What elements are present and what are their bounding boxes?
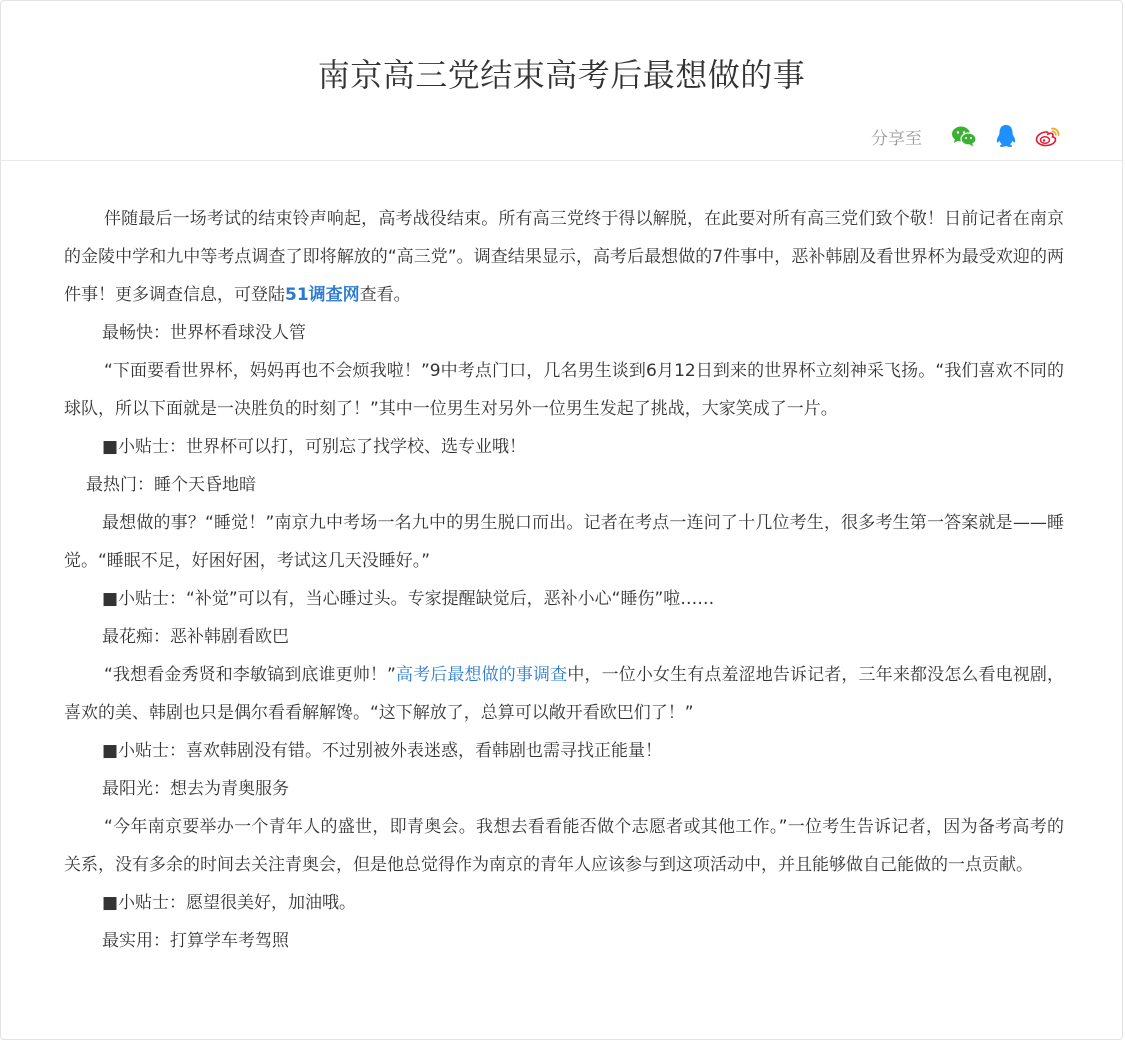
survey-link[interactable]: 高考后最想做的事调查	[395, 665, 568, 685]
article-title: 南京高三党结束高考后最想做的事	[317, 56, 806, 94]
paragraph-text: 中，一位小女生有点羞涩地告诉记者，三年来都没怎么看电视剧，喜欢的美、韩剧也只是偶尔看看解解馋。“这下解放了，总算可以敞开看欧巴们了！”	[64, 665, 1064, 723]
tip: ■小贴士：世界杯可以打，可别忘了找学校、选专业哦！	[102, 437, 527, 457]
section-heading: 最花痴：恶补韩剧看欧巴	[102, 627, 289, 647]
survey-site-link[interactable]: 51调查网	[285, 285, 360, 305]
paragraph: 最想做的事？“睡觉！”南京九中考场一名九中的男生脱口而出。记者在考点一连问了十几位考生，很多考生第一答案就是——睡觉。“睡眠不足，好困好困，考试这几天没睡好。”	[64, 513, 1064, 571]
share-label: 分享至	[871, 128, 922, 149]
section-heading: 最畅快：世界杯看球没人管	[102, 323, 306, 343]
article-body	[64, 200, 1064, 960]
weibo-icon[interactable]	[1034, 122, 1062, 150]
section-heading: 最实用：打算学车考驾照	[102, 931, 289, 951]
paragraph: “下面要看世界杯，妈妈再也不会烦我啦！”9中考点门口，几名男生谈到6月12日到来的世界杯立刻神采飞扬。“我们喜欢不同的球队，所以下面就是一决胜负的时刻了！”其中一位男生对另外一位男生发起了挑战，大家笑成了一片。	[64, 361, 1064, 419]
tip: ■小贴士：“补觉”可以有，当心睡过头。专家提醒缺觉后，恶补小心“睡伤”啦……	[102, 589, 715, 609]
paragraph	[64, 200, 1064, 314]
article-header	[1, 1, 1122, 161]
paragraph-text: 查看。	[359, 285, 411, 305]
paragraph	[64, 656, 1064, 732]
paragraph-text: 伴随最后一场考试的结束铃声响起，高考战役结束。所有高三党终于得以解脱，在此要对所有高三党们致个敬！日前记者在南京的金陵中学和九中等考点调查了即将解放的“高三党”。调查结果显示，高考后最想做的7件事中，恶补韩剧及看世界杯为最受欢迎的两件事！更多调查信息，可登陆	[64, 209, 1064, 305]
tip: ■小贴士：愿望很美好，加油哦。	[102, 893, 357, 913]
qq-icon[interactable]	[992, 122, 1020, 150]
tip: ■小贴士：喜欢韩剧没有错。不过别被外表迷惑，看韩剧也需寻找正能量！	[102, 741, 663, 761]
section-heading: 最阳光：想去为青奥服务	[102, 779, 289, 799]
share-bar	[871, 121, 1062, 151]
paragraph-text: “我想看金秀贤和李敏镐到底谁更帅！”	[104, 665, 396, 685]
section-heading: 最热门：睡个天昏地暗	[86, 475, 256, 495]
wechat-icon[interactable]	[950, 122, 978, 150]
paragraph: “今年南京要举办一个青年人的盛世，即青奥会。我想去看看能否做个志愿者或其他工作。”一位考生告诉记者，因为备考高考的关系，没有多余的时间去关注青奥会，但是他总觉得作为南京的青年人应该参与到这项活动中，并且能够做自己能做的一点贡献。	[64, 817, 1064, 875]
